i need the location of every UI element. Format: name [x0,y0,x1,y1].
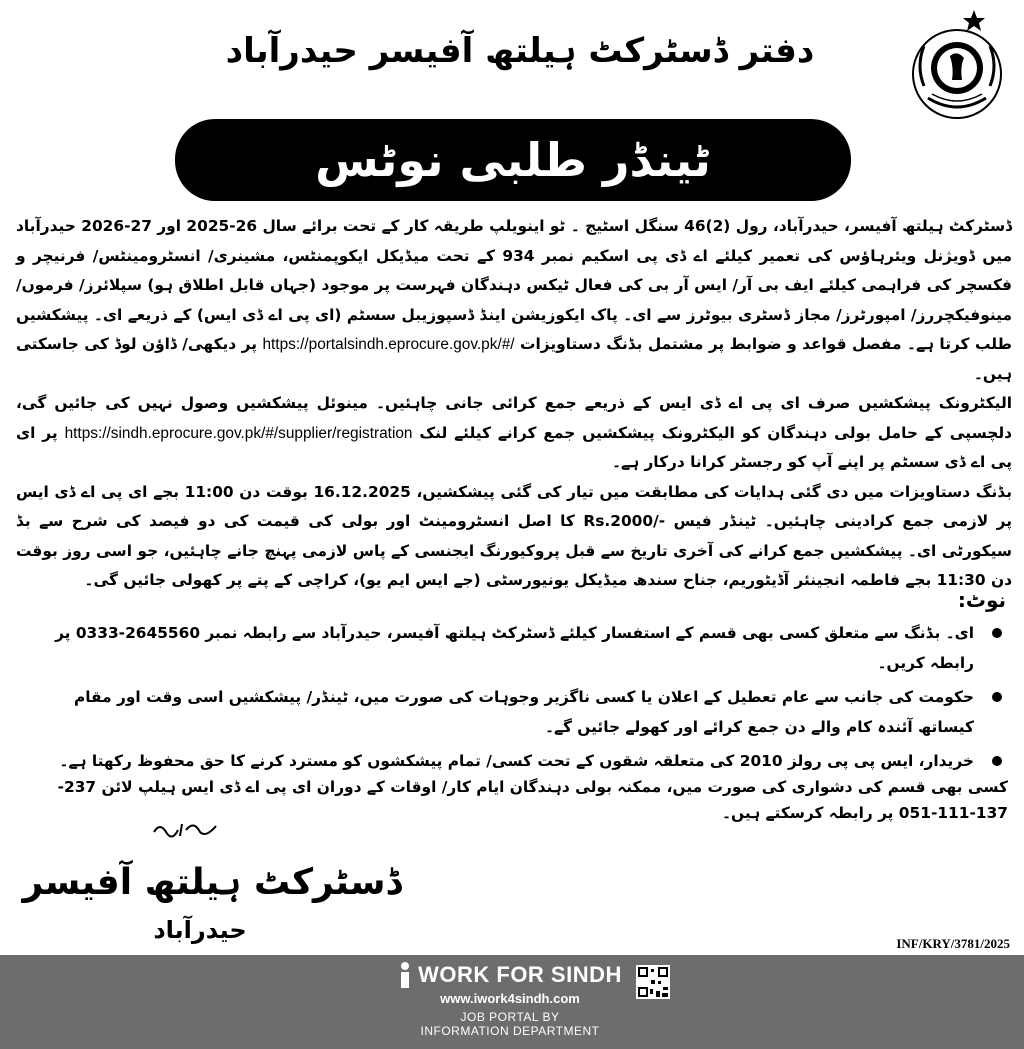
portal-url: https://portalsindh.eprocure.gov.pk/#/ [262,336,515,353]
notice-title-banner [175,119,851,201]
list-item: حکومت کی جانب سے عام تعطیل کے اعلان یا کسی ناگزیر وجوہات کی صورت میں، ٹینڈر/ پیشکشیں اسی وقت اور مقام کیساتھ آئندہ کام والے دن جمع کرائے اور کھولے جائیں گے۔ [20,682,1010,742]
list-item: ای۔ بڈنگ سے متعلق کسی بھی قسم کے استفسار کیلئے ڈسٹرکٹ ہیلتھ آفیسر، حیدرآباد سے رابطہ نمبر 2645560-0333 پر رابطہ کریں۔ [20,618,1010,678]
brand-name: WORK FOR SINDH [418,962,622,987]
notice-body [16,212,1012,596]
handwritten-signature [150,818,220,840]
body-paragraph-3: بڈنگ دستاویزات میں دی گئی ہدایات کی مطابقت میں تیار کی گئی پیشکشیں، 16.12.2025 بوقت دن 11:00 بجے ای پی اے ڈی ایس پر لازمی جمع کرادینی چاہئیں۔ ٹینڈر فیس -/Rs.2000 کا اصل انسٹرومینٹ اور بولی کی قیمت کی دو فیصد کی شرح سے بڈ سیکورٹی ای۔ پیشکشیں جمع کرانے کی آخری تاریخ سے قبل پروکیورنگ ایجنسی کے پاس لازمی پہنچ جانے چاہئیں، جو اسی روز بوقت دن 11:30 بجے فاطمہ انجینئر آڈیٹوریم، جناح سندھ میڈیکل یونیورسٹی (جے ایس ایم یو)، کراچی کے پتے پر کھولی جائیں گی۔ [16,482,1012,589]
helpline-note: کسی بھی قسم کی دشواری کی صورت میں، ممکنہ بولی دہندگان ایام کار/ اوقات کے دوران ای پی اے ڈی ایس ہیلپ لائن 237-137-111-051 پر رابطہ کرسکتے ہیں۔ [57,778,1008,822]
list-item: خریدار، ایس پی پی رولز 2010 کی متعلقہ شقوں کے تحت کسی/ تمام پیشکشوں کو مسترد کرنے کا حق محفوظ رکھتا ہے۔ [20,746,1010,776]
reference-number: INF/KRY/3781/2025 [896,936,1010,951]
i-logo-icon [398,961,412,989]
footer-website: www.iwork4sindh.com [440,991,580,1006]
footer-portal-credit: JOB PORTAL BY INFORMATION DEPARTMENT [420,1010,600,1038]
officer-designation: ڈسٹرکٹ ہیلتھ آفیسر [22,862,402,903]
department-title: دفتر ڈسٹرکٹ ہیلتھ آفیسر حیدرآباد [225,31,815,71]
note-heading: نوٹ: [957,588,1006,612]
body-paragraph-2: الیکٹرونک پیشکشیں صرف ای پی اے ڈی ایس کے ذریعے جمع کرائی جانی چاہئیں۔ مینوئل پیشکشیں وصول نہیں کی جائیں گی، دلچسپی کے حامل بولی دہندگان کو الیکٹرونک پیشکشیں جمع کرانے کیلئے لنک https://sindh.eprocure.gov.pk/#/supplier/registration پر ای پی اے ڈی سسٹم پر اپنے آپ کو رجسٹر کرانا درکار ہے۔ [16,394,1013,471]
notice-title: ٹینڈر طلبی نوٹس [315,133,711,187]
officer-city: حیدرآباد [153,916,247,944]
footer-bar [0,955,1024,1049]
body-paragraph-1: ڈسٹرکٹ ہیلتھ آفیسر، حیدرآباد، رول (2)46 سنگل اسٹیج ۔ ٹو اینویلپ طریقہ کار کے تحت برائے سال 26-2025 اور 27-2026 حیدرآباد میں ڈویژنل ویئرہاؤس کی تعمیر کیلئے اے ڈی پی اسکیم نمبر 934 کے تحت میڈیکل ایکوپمنٹس، مشینری/ انسٹرومینٹس/ فرنیچر و فکسچر کی فراہمی کیلئے ایف بی آر/ ایس آر بی کی فعال ٹیکس دہندگان فہرست پر موجود (جہاں قابل اطلاق ہو) سپلائرز/ فرموں/ مینوفیکچررز/ امپورٹرز/ مجاز ڈسٹری بیوٹرز سے ای۔ پاک ایکوزیشن اینڈ ڈسپوزیبل سسٹم (ای پی اے ڈی ایس) کے ذریعے ای۔ پیشکشیں طلب کرتا ہے۔ مفصل قواعد و ضوابط پر مشتمل بڈنگ دستاویزات https://portalsindh.eprocure.gov.pk/#/ پر دیکھی/ ڈاؤن لوڈ کی جاسکتی ہیں۔ [16,217,1013,383]
notes-list [20,618,1010,780]
sindh-government-emblem-icon [904,6,1010,124]
registration-url: https://sindh.eprocure.gov.pk/#/supplier/registration [64,424,413,442]
footer-brand [360,961,660,989]
